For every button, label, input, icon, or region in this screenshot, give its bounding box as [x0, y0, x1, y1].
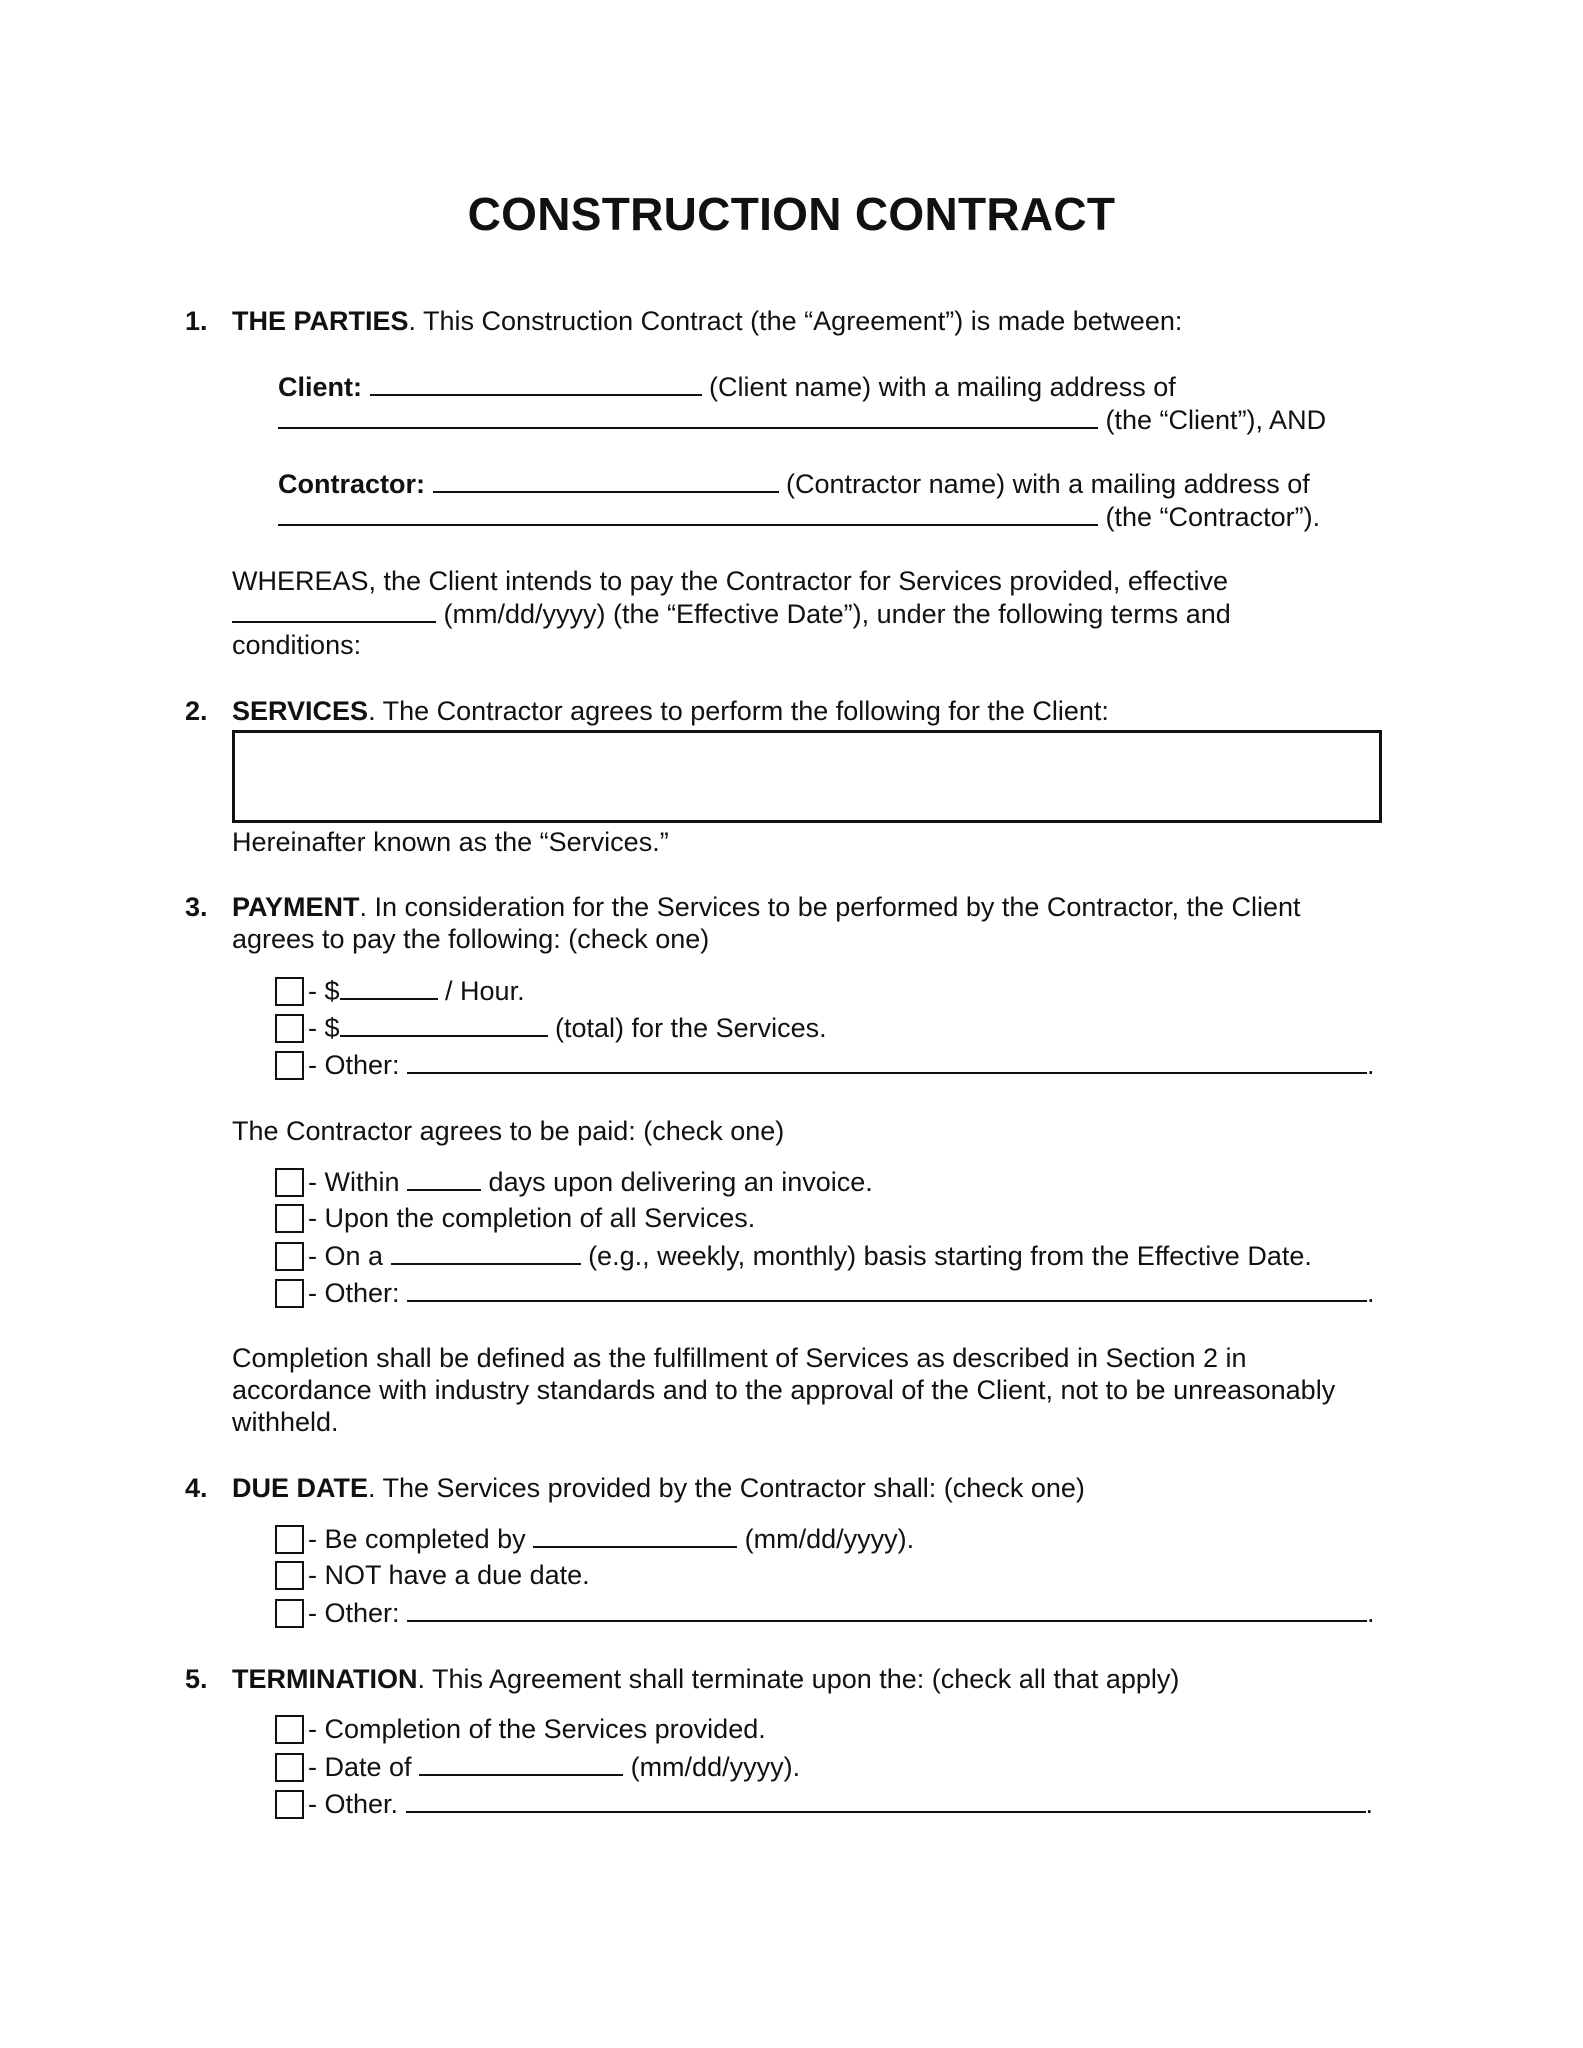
pay-hourly-prefix: - $ [308, 976, 340, 1006]
services-description-box[interactable] [232, 730, 1382, 823]
term-other-field[interactable] [406, 1787, 1366, 1813]
term-date-checkbox[interactable] [275, 1753, 304, 1782]
contractor-address-line [278, 500, 1320, 534]
section-2-heading: SERVICES [232, 696, 369, 726]
section-3-heading: PAYMENT [232, 892, 360, 922]
due-by-prefix: - Be completed by [308, 1524, 526, 1554]
completion-line-2: accordance with industry standards and to the approval of the Client, not to be unreasonably [232, 1375, 1336, 1405]
due-by-suffix: (mm/dd/yyyy). [744, 1524, 915, 1554]
no-due-checkbox[interactable] [275, 1561, 304, 1590]
paid-within-prefix: - Within [308, 1167, 400, 1197]
pay-other-field[interactable] [407, 1048, 1367, 1074]
term-date-option [275, 1750, 800, 1784]
within-days-field[interactable] [407, 1165, 481, 1191]
section-2-intro-text: . The Contractor agrees to perform the following for the Client: [368, 696, 1109, 726]
no-due-option [275, 1559, 590, 1592]
due-other-field[interactable] [407, 1596, 1367, 1622]
paid-other-field[interactable] [407, 1276, 1367, 1302]
paid-basis-checkbox[interactable] [275, 1242, 304, 1271]
section-4-intro-text: . The Services provided by the Contractor shall: (check one) [368, 1473, 1085, 1503]
section-4-intro [232, 1472, 1085, 1505]
paid-other-checkbox[interactable] [275, 1279, 304, 1308]
due-other-checkbox[interactable] [275, 1599, 304, 1628]
section-5-number: 5. [185, 1664, 208, 1694]
payment-basis-field[interactable] [391, 1239, 581, 1265]
client-name-field[interactable] [370, 370, 702, 396]
paid-upon-option [275, 1202, 755, 1235]
due-by-checkbox[interactable] [275, 1525, 304, 1554]
paid-within-option [275, 1165, 873, 1199]
section-4-heading: DUE DATE [232, 1473, 369, 1503]
contractor-line [278, 467, 1310, 501]
section-3-intro [232, 891, 1301, 924]
hourly-rate-field[interactable] [340, 974, 438, 1000]
whereas-line-3: conditions: [232, 630, 362, 660]
client-name-caption: (Client name) with a mailing address of [709, 372, 1176, 402]
pay-total-suffix: (total) for the Services. [555, 1013, 827, 1043]
completion-line-3: withheld. [232, 1407, 339, 1437]
pay-total-option [275, 1011, 827, 1045]
paid-upon-checkbox[interactable] [275, 1204, 304, 1233]
contractor-address-field[interactable] [278, 500, 1098, 526]
services-after-text: Hereinafter known as the “Services.” [232, 827, 669, 857]
pay-total-prefix: - $ [308, 1013, 340, 1043]
term-date-field[interactable] [419, 1750, 623, 1776]
whereas-line-2-text: (mm/dd/yyyy) (the “Effective Date”), under the following terms and [443, 599, 1231, 629]
term-other-label: - Other. [308, 1789, 399, 1819]
section-2-intro [232, 695, 1109, 728]
client-end-text: (the “Client”), AND [1105, 405, 1327, 435]
paid-within-checkbox[interactable] [275, 1168, 304, 1197]
due-other-option [275, 1596, 1375, 1630]
pay-hourly-checkbox[interactable] [275, 977, 304, 1006]
no-due-label: - NOT have a due date. [308, 1560, 590, 1590]
contractor-name-field[interactable] [433, 467, 779, 493]
due-date-field[interactable] [533, 1522, 737, 1548]
due-other-label: - Other: [308, 1598, 400, 1628]
section-1-intro-text: . This Construction Contract (the “Agreement”) is made between: [408, 306, 1183, 336]
term-date-suffix: (mm/dd/yyyy). [630, 1752, 801, 1782]
term-completion-checkbox[interactable] [275, 1715, 304, 1744]
client-label: Client: [278, 372, 362, 402]
effective-date-field[interactable] [232, 597, 436, 623]
paid-other-option [275, 1276, 1375, 1310]
section-2-number: 2. [185, 696, 208, 726]
client-line [278, 370, 1176, 404]
whereas-line-2 [232, 597, 1231, 631]
paid-other-period: . [1367, 1278, 1375, 1308]
whereas-line-1: WHEREAS, the Client intends to pay the Contractor for Services provided, effective [232, 566, 1228, 596]
due-other-period: . [1367, 1598, 1375, 1628]
pay-other-option [275, 1048, 1375, 1082]
section-3-number: 3. [185, 892, 208, 922]
total-amount-field[interactable] [340, 1011, 548, 1037]
contractor-end-text: (the “Contractor”). [1105, 502, 1321, 532]
paid-other-label: - Other: [308, 1278, 400, 1308]
section-4-number: 4. [185, 1473, 208, 1503]
paid-intro: The Contractor agrees to be paid: (check one) [232, 1116, 785, 1146]
paid-basis-option [275, 1239, 1312, 1273]
section-1-heading: THE PARTIES [232, 306, 409, 336]
section-1-number: 1. [185, 306, 208, 336]
completion-line-1: Completion shall be defined as the fulfillment of Services as described in Section 2 in [232, 1343, 1247, 1373]
pay-hourly-suffix: / Hour. [445, 976, 525, 1006]
section-5-heading: TERMINATION [232, 1664, 418, 1694]
section-5-intro-text: . This Agreement shall terminate upon the: (check all that apply) [417, 1664, 1180, 1694]
pay-hourly-option [275, 974, 525, 1008]
section-5-intro [232, 1663, 1179, 1696]
due-by-option [275, 1522, 914, 1556]
pay-other-period: . [1367, 1050, 1375, 1080]
pay-other-label: - Other: [308, 1050, 400, 1080]
term-other-period: . [1365, 1789, 1374, 1819]
paid-upon-label: - Upon the completion of all Services. [308, 1203, 756, 1233]
paid-basis-prefix: - On a [308, 1241, 384, 1271]
document-title: CONSTRUCTION CONTRACT [467, 188, 1116, 240]
term-other-checkbox[interactable] [275, 1790, 304, 1819]
section-3-intro-line-2: agrees to pay the following: (check one) [232, 924, 710, 954]
term-completion-label: - Completion of the Services provided. [308, 1714, 766, 1744]
paid-within-suffix: days upon delivering an invoice. [488, 1167, 873, 1197]
contractor-name-caption: (Contractor name) with a mailing address of [786, 469, 1310, 499]
contractor-label: Contractor: [278, 469, 425, 499]
client-address-field[interactable] [278, 403, 1098, 429]
term-completion-option [275, 1713, 766, 1746]
term-date-prefix: - Date of [308, 1752, 412, 1782]
section-3-intro-text: . In consideration for the Services to be performed by the Contractor, the Client [359, 892, 1301, 922]
pay-other-checkbox[interactable] [275, 1051, 304, 1080]
pay-total-checkbox[interactable] [275, 1014, 304, 1043]
paid-basis-suffix: (e.g., weekly, monthly) basis starting from the Effective Date. [588, 1241, 1312, 1271]
section-1-intro [232, 305, 1182, 338]
client-address-line [278, 403, 1326, 437]
term-other-option [275, 1787, 1373, 1821]
